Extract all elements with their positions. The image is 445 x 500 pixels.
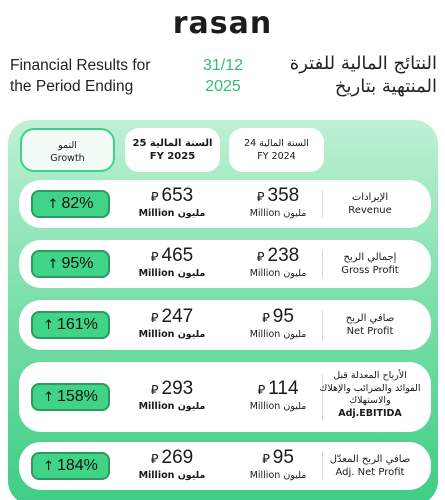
arrow-up-icon: ↑ xyxy=(43,459,54,474)
header-fy24-ar: السنة المالية 24 xyxy=(244,138,309,149)
date-year: 2025 xyxy=(205,78,241,95)
fy2024-value: ⃁ 95 Million مليون xyxy=(249,447,307,481)
riyal-icon: ⃁ xyxy=(150,250,159,265)
arrow-up-icon: ↑ xyxy=(47,197,59,212)
row-adj-net-profit xyxy=(19,442,431,490)
title-ar-line2: المنتهية بتاريخ xyxy=(334,76,437,97)
title-en-line2: the Period Ending xyxy=(10,78,134,95)
riyal-icon: ⃁ xyxy=(150,311,159,326)
riyal-icon: ⃁ xyxy=(262,311,270,326)
fy2025-value: ⃁ 247 Million مليون xyxy=(138,306,206,340)
header-fy25-en: FY 2025 xyxy=(149,151,196,162)
fy2024-value: ⃁ 238 Million مليون xyxy=(249,245,307,279)
metric-label: صافي الربح المعدّل Adj. Net Profit xyxy=(329,454,411,478)
riyal-icon: ⃁ xyxy=(256,190,265,205)
arrow-up-icon: ↑ xyxy=(43,318,54,333)
metric-label: الأرباح المعدلة قبل الفوائد والضرائب والإهلاك والاستهلاك Adj.EBITIDA xyxy=(319,370,421,419)
title-english xyxy=(10,55,180,97)
riyal-icon: ⃁ xyxy=(150,190,159,205)
riyal-icon: ⃁ xyxy=(256,250,265,265)
row-adj-ebitda xyxy=(19,362,431,432)
fy2024-value: ⃁ 358 Million مليون xyxy=(249,185,307,219)
title-en-line1: Financial Results for xyxy=(10,57,151,74)
metric-label: إجمالي الربح Gross Profit xyxy=(341,252,399,276)
rasan-logo: rasan xyxy=(172,6,273,41)
metric-label: الإيرادات Revenue xyxy=(348,192,392,216)
fy2025-value: ⃁ 269 Million مليون xyxy=(138,447,206,481)
row-net-profit xyxy=(19,300,431,350)
header-growth-en: Growth xyxy=(50,153,85,164)
fy2024-value: ⃁ 114 Million مليون xyxy=(249,378,307,412)
metric-label: صافي الربح Net Profit xyxy=(345,313,395,337)
header-fy25-ar: السنة المالية 25 xyxy=(132,138,213,149)
header-growth-ar: النمو xyxy=(58,140,77,151)
arrow-up-icon: ↑ xyxy=(47,257,59,272)
row-revenue xyxy=(19,180,431,228)
riyal-icon: ⃁ xyxy=(262,452,270,467)
fy2025-value: ⃁ 653 Million مليون xyxy=(138,185,206,219)
row-gross-profit xyxy=(19,240,431,288)
growth-badge: ↑ 161% xyxy=(31,311,110,339)
riyal-icon: ⃁ xyxy=(150,383,159,398)
riyal-icon: ⃁ xyxy=(257,383,266,398)
growth-badge: ↑ 158% xyxy=(31,383,110,411)
fy2025-value: ⃁ 465 Million مليون xyxy=(138,245,206,279)
header-fy2024 xyxy=(229,128,324,172)
header-fy24-en: FY 2024 xyxy=(257,151,296,162)
header-fy2025 xyxy=(125,128,220,172)
fy2025-value: ⃁ 293 Million مليون xyxy=(138,378,206,412)
riyal-icon: ⃁ xyxy=(150,452,159,467)
fy2024-value: ⃁ 95 Million مليون xyxy=(249,306,307,340)
growth-badge: ↑ 184% xyxy=(31,452,110,480)
title-ar-line1: النتائج المالية للفترة xyxy=(289,53,437,74)
period-date xyxy=(188,55,258,97)
date-day-month: 31/12 xyxy=(202,57,244,74)
arrow-up-icon: ↑ xyxy=(43,390,54,405)
growth-badge: ↑ 82% xyxy=(31,190,110,218)
title-arabic xyxy=(259,52,437,98)
header-growth xyxy=(20,128,115,172)
growth-badge: ↑ 95% xyxy=(31,250,110,278)
